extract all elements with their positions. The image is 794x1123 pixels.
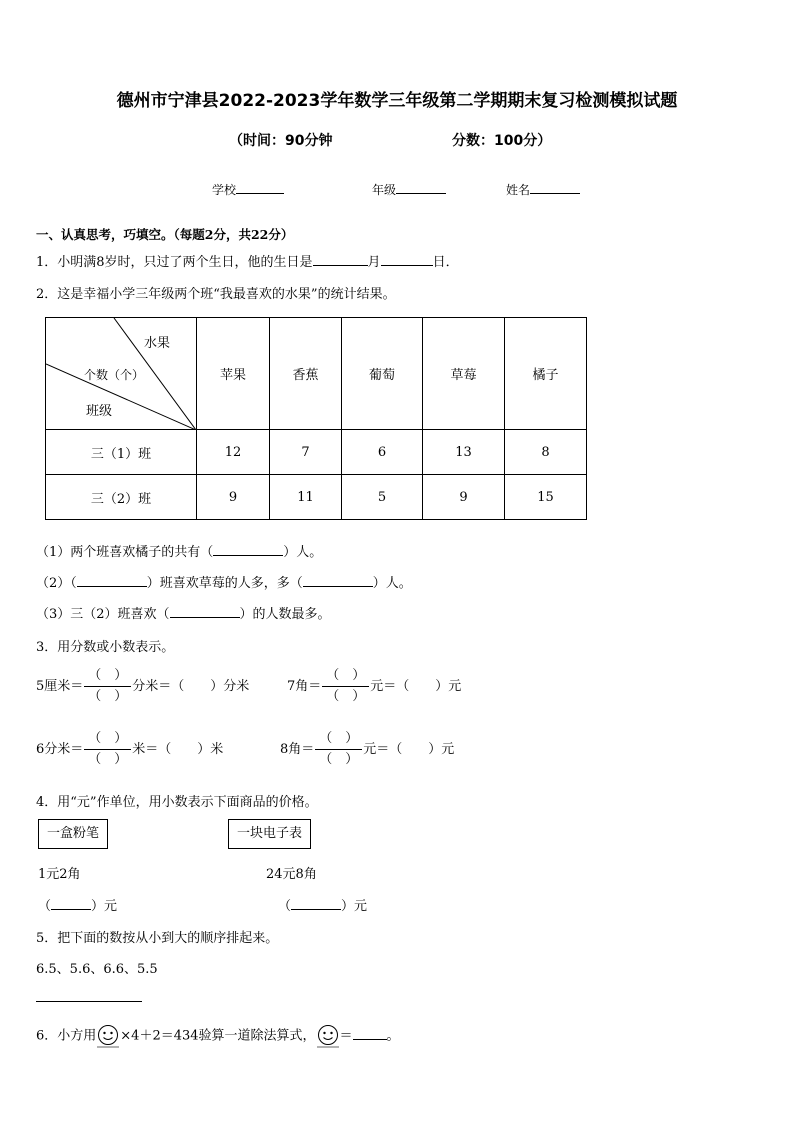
fruit-table [45, 317, 587, 520]
fraction-numerator: （ ） [315, 731, 362, 750]
q3-item-1-post: 分米＝（ ）分米 [132, 679, 250, 694]
q1-text: 1．小明满8岁时，只过了两个生日，他的生日是 [36, 255, 313, 270]
name-blank[interactable] [530, 181, 580, 194]
fraction-blank[interactable] [84, 731, 131, 768]
answer-close: ）元 [91, 899, 118, 914]
q2-s2-mid: ）班喜欢草莓的人多，多（ [146, 576, 303, 591]
answer-watch-blank[interactable] [291, 897, 341, 910]
table-cell: 9 [423, 475, 505, 520]
q6-end: 。 [386, 1028, 400, 1044]
header-count: 个数（个） [84, 368, 145, 382]
name-field [506, 181, 580, 198]
question-3-intro: 3．用分数或小数表示。 [36, 640, 175, 655]
school-label: 学校 [212, 183, 237, 197]
col-header: 香蕉 [270, 318, 342, 430]
smiley-icon [96, 1024, 120, 1048]
q2-sub-2 [36, 572, 412, 591]
fraction-numerator: （ ） [84, 731, 131, 750]
q2-sub-3 [36, 603, 331, 622]
q3-item-1-pre: 5厘米＝ [36, 679, 84, 694]
table-cell: 15 [505, 475, 587, 520]
table-cell: 5 [342, 475, 423, 520]
table-row [46, 430, 587, 475]
q6-text-2: ×4＋2＝434验算一道除法算式， [120, 1028, 316, 1044]
school-field [212, 181, 284, 198]
q2-s2-blank-1[interactable] [77, 574, 147, 587]
grade-field [372, 181, 446, 198]
section-heading: 一、认真思考，巧填空。（每题2分，共22分） [36, 227, 294, 242]
question-6 [36, 1024, 400, 1048]
q3-item-3-post: 米＝（ ）米 [132, 742, 224, 757]
table-cell: 11 [270, 475, 342, 520]
table-cell: 9 [197, 475, 270, 520]
col-header: 葡萄 [342, 318, 423, 430]
q3-item-1 [36, 668, 249, 705]
answer-open: （ [278, 899, 292, 914]
q6-blank[interactable] [353, 1027, 387, 1040]
q3-item-2-post: 元＝（ ）元 [370, 679, 462, 694]
q2-s1-blank[interactable] [213, 543, 283, 556]
q2-s1-text: （1）两个班喜欢橘子的共有（ [36, 545, 214, 560]
price-watch: 24元8角 [266, 867, 317, 882]
row-label: 三（1）班 [46, 430, 197, 475]
q1-month-label: 月 [367, 255, 381, 270]
smiley-icon [316, 1024, 340, 1048]
q1-day-label: 日． [432, 255, 459, 270]
grade-blank[interactable] [396, 181, 446, 194]
fraction-blank[interactable] [315, 731, 362, 768]
q2-s3-blank[interactable] [170, 605, 240, 618]
table-cell: 7 [270, 430, 342, 475]
answer-chalk-blank[interactable] [51, 897, 91, 910]
q3-item-4 [280, 731, 454, 768]
item-box-watch: 一块电子表 [228, 819, 311, 849]
name-label: 姓名 [506, 183, 531, 197]
school-blank[interactable] [236, 181, 284, 194]
q6-text-1: 6．小方用 [36, 1028, 97, 1044]
fraction-denominator: （ ） [88, 689, 128, 704]
fraction-denominator: （ ） [326, 689, 366, 704]
grade-label: 年级 [372, 183, 397, 197]
price-chalk: 1元2角 [38, 867, 81, 882]
q2-s2-end: ）人。 [372, 576, 412, 591]
q3-item-2-pre: 7角＝ [287, 679, 322, 694]
table-cell: 12 [197, 430, 270, 475]
item-box-chalk: 一盒粉笔 [38, 819, 108, 849]
q3-item-2 [287, 668, 461, 705]
fraction-numerator: （ ） [84, 668, 131, 687]
q3-item-3-pre: 6分米＝ [36, 742, 84, 757]
row-label: 三（2）班 [46, 475, 197, 520]
q2-s1-end: ）人。 [283, 545, 323, 560]
q3-item-3 [36, 731, 223, 768]
q5-answer-line[interactable] [36, 1001, 142, 1002]
answer-watch [278, 895, 367, 914]
question-1 [36, 251, 459, 270]
table-cell: 13 [423, 430, 505, 475]
table-row [46, 475, 587, 520]
header-class: 班级 [86, 404, 113, 419]
fraction-denominator: （ ） [319, 752, 359, 767]
answer-chalk [38, 895, 117, 914]
col-header: 草莓 [423, 318, 505, 430]
q3-item-4-post: 元＝（ ）元 [363, 742, 455, 757]
col-header: 苹果 [197, 318, 270, 430]
exam-score: 分数：100分） [452, 133, 552, 149]
answer-close: ）元 [341, 899, 368, 914]
table-cell: 6 [342, 430, 423, 475]
q1-day-blank[interactable] [381, 253, 433, 266]
question-5-intro: 5．把下面的数按从小到大的顺序排起来。 [36, 931, 279, 946]
q5-numbers: 6.5、5.6、6.6、5.5 [36, 962, 158, 977]
answer-open: （ [38, 899, 52, 914]
q1-month-blank[interactable] [313, 253, 368, 266]
fraction-blank[interactable] [84, 668, 131, 705]
table-cell: 8 [505, 430, 587, 475]
page-title: 德州市宁津县2022-2023学年数学三年级第二学期期末复习检测模拟试题 [116, 91, 678, 111]
header-fruit: 水果 [144, 336, 171, 351]
col-header: 橘子 [505, 318, 587, 430]
fraction-blank[interactable] [322, 668, 369, 705]
q2-s3-text: （3）三（2）班喜欢（ [36, 607, 170, 622]
diagonal-header-cell [46, 318, 197, 430]
q2-s3-end: ）的人数最多。 [239, 607, 331, 622]
fraction-denominator: （ ） [88, 752, 128, 767]
q2-sub-1 [36, 541, 322, 560]
q2-s2-text: （2）（ [36, 576, 77, 591]
q3-item-4-pre: 8角＝ [280, 742, 315, 757]
question-2-intro: 2．这是幸福小学三年级两个班“我最喜欢的水果”的统计结果。 [36, 287, 396, 302]
exam-time: （时间：90分钟 [229, 133, 333, 149]
fraction-numerator: （ ） [322, 668, 369, 687]
q6-equals: ＝ [339, 1028, 353, 1044]
question-4-intro: 4．用“元”作单位，用小数表示下面商品的价格。 [36, 795, 318, 810]
q2-s2-blank-2[interactable] [303, 574, 373, 587]
